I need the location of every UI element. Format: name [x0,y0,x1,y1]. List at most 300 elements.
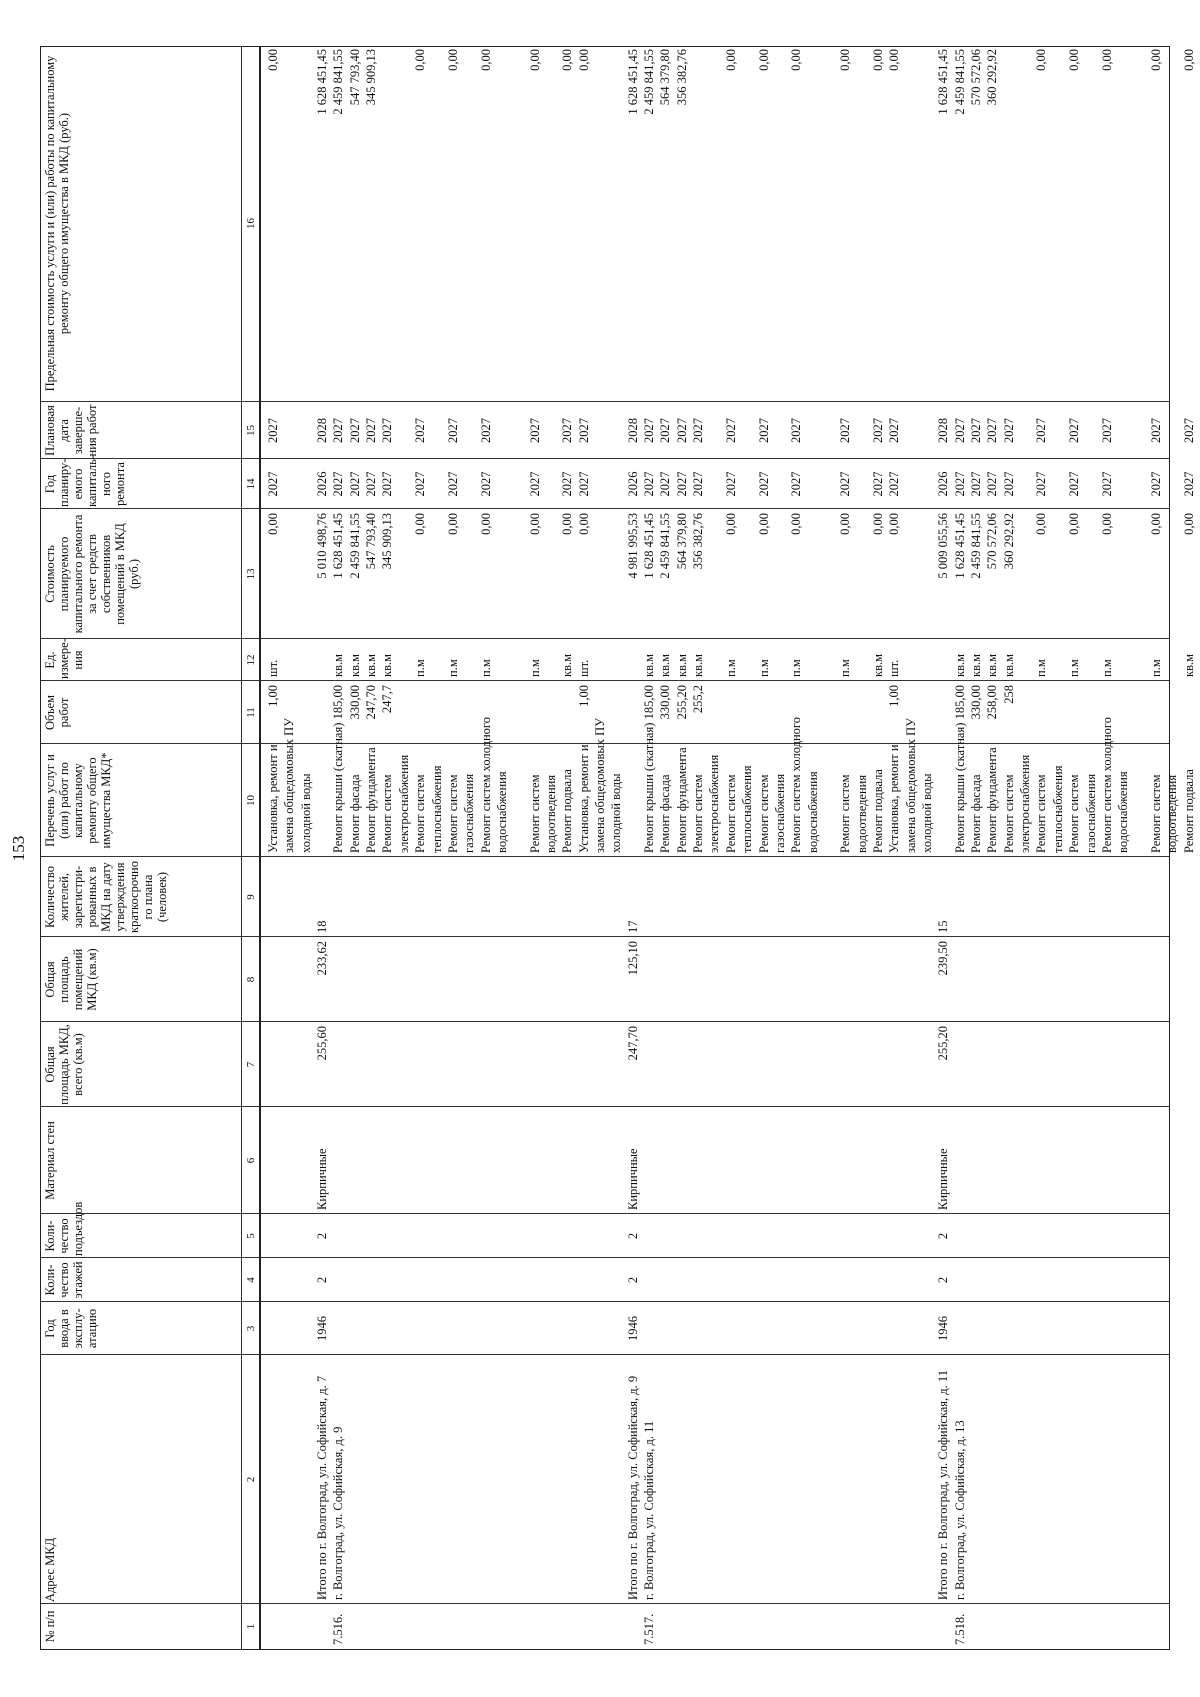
table-cell-col-13: 345 909,13 [380,513,395,570]
table-row [657,47,673,1649]
table-row [527,47,543,1649]
table-row [674,47,690,1649]
table-cell-col-12: кв.м [380,653,395,677]
table-cell-col-15: 2027 [1148,418,1163,443]
table-cell-col-15: 2027 [985,418,1000,443]
table-row [494,47,510,1649]
header-divider [241,47,242,1649]
table-cell-col-14: 2027 [952,471,967,497]
table-cell-col-5: 2 [625,1232,640,1240]
table-cell-col-13: 2 459 841,55 [969,513,984,579]
table-cell-col-16: 0,00 [576,49,591,71]
table-row [510,47,526,1649]
table-cell-col-7: 255,60 [315,1026,330,1061]
table-cell-col-14: 2027 [380,471,395,497]
table-cell-col-13: 570 572,06 [985,513,1000,570]
table-row [919,47,935,1649]
column-number-13: 13 [245,568,257,580]
table-cell-col-11: 1,00 [266,685,280,707]
table-cell-col-11: 258 [1001,685,1016,704]
table-cell-col-15: 2027 [1067,418,1082,443]
table-row [429,47,445,1649]
table-cell-col-10: Установка, ремонт и [576,744,591,853]
table-row [281,47,297,1649]
table-cell-col-14: 2027 [413,471,428,497]
table-cell-col-7: 255,20 [936,1026,951,1061]
table-cell-col-3: 1946 [625,1316,640,1341]
table-cell-col-10: Ремонт фундамента [674,747,689,853]
table-cell-col-12: шт. [887,659,902,677]
table-cell-col-14: 2027 [364,471,379,497]
table-cell-col-14: 2027 [478,471,493,497]
column-header-13: Стоимость планируемого капитального ремонта за счет средств собственников помещений в МКД (руб.) [43,514,141,634]
table-row [1164,47,1180,1649]
table-cell-col-13: 564 379,80 [674,513,689,570]
table-cell-col-11: 247,70 [364,685,379,720]
table-row [396,47,412,1649]
table-cell-col-13: 0,00 [1034,513,1049,535]
table-cell-col-10: замена общедомовых ПУ [593,717,607,853]
table-row [952,47,968,1649]
table-cell-col-14: 2027 [658,471,673,497]
table-cell-col-10: Ремонт фасада [658,774,673,853]
column-header-15: Плановая дата заверше-ния работ [43,404,99,457]
table-cell-col-12: шт. [266,659,280,677]
table-cell-col-10: водоотведения [854,774,869,853]
column-header-5: Коли-чество подъездов [43,1201,85,1256]
table-cell-col-15: 2027 [380,418,395,443]
table-cell-col-15: 2027 [723,418,738,443]
table-cell-col-15: 2027 [674,418,689,443]
table-row [1115,47,1131,1649]
table-cell-col-10: газоснабжения [1083,773,1098,853]
table-row [788,47,804,1649]
table-cell-col-15: 2027 [347,418,362,443]
table-cell-col-14: 2027 [1034,471,1049,497]
table-cell-col-13: 5 010 498,76 [315,513,330,579]
table-cell-col-15: 2027 [969,418,984,443]
table-cell-col-16: 0,00 [1067,49,1082,71]
table-cell-col-14: 2026 [936,471,951,497]
table-cell-col-12: п.м [527,659,542,677]
table-cell-col-16: 0,00 [1148,49,1163,71]
column-header-2: Адрес МКД [43,1537,57,1602]
table-cell-col-12: п.м [723,659,738,677]
table-cell-col-15: 2027 [413,418,428,443]
table-cell-col-10: Ремонт фундамента [364,747,379,853]
column-header-12: Ед. измере-ния [43,638,85,679]
table-cell-col-12: п.м [1067,659,1082,677]
table-cell-col-14: 2027 [347,471,362,497]
table-cell-col-10: Ремонт крыши (скатная) [952,722,967,853]
table-cell-col-15: 2028 [315,418,330,443]
table-row [330,47,346,1649]
table-cell-col-10: теплоснабжения [740,765,755,853]
table-cell-col-11: 258,00 [985,685,1000,720]
table-row [756,47,772,1649]
table-cell-col-10: Ремонт систем [838,774,853,853]
table-cell-col-12: п.м [838,659,853,677]
column-header-11: Объем работ [43,695,71,730]
table-cell-col-16: 0,00 [887,49,902,71]
table-row [739,47,755,1649]
table-cell-col-9: 15 [936,920,951,933]
table-row [576,47,592,1649]
column-header-16: Предельная стоимость услуги и (или) работы по капитальному ремонту общего имущества в МКД (руб.) [43,55,71,392]
table-cell-col-10: замена общедомовых ПУ [903,717,918,853]
column-number-4: 4 [245,1277,257,1283]
table-cell-col-10: электроснабжения [707,754,722,853]
table-row [559,47,575,1649]
table-cell-col-8: 239,50 [936,941,951,976]
table-cell-col-2: Итого по г. Волгоград, ул. Софийская, д. 11 [936,1370,951,1600]
table-cell-col-15: 2027 [756,418,771,443]
table-cell-col-10: Ремонт крыши (скатная) [331,722,346,853]
table-cell-col-12: п.м [756,659,771,677]
table-cell-col-13: 0,00 [756,513,771,535]
table-row [1148,47,1164,1649]
table-cell-col-12: кв.м [658,653,673,677]
table-cell-col-11: 185,00 [642,685,657,720]
table-cell-col-14: 2027 [723,471,738,497]
table-cell-col-11: 247,7 [380,685,395,714]
table-cell-col-9: 18 [315,920,330,933]
table-cell-col-15: 2027 [478,418,493,443]
column-header-4: Коли-чество этажей [43,1261,85,1299]
table-cell-col-8: 233,62 [315,941,330,976]
table-cell-col-16: 0,00 [445,49,460,71]
table-cell-col-6: Кирпичные [625,1148,640,1210]
table-cell-col-10: Ремонт подвала [1181,769,1196,853]
table-cell-col-10: водоснабжения [805,771,820,853]
table-cell-col-15: 2027 [691,418,706,443]
table-cell-col-14: 2027 [331,471,346,497]
table-cell-col-16: 0,00 [870,49,885,71]
table-row [445,47,461,1649]
table-cell-col-10: теплоснабжения [1050,765,1065,853]
table-row [298,47,314,1649]
table-cell-col-11: 330,00 [347,685,362,720]
table-row [935,47,951,1649]
table-cell-col-16: 0,00 [1181,49,1196,71]
table-cell-col-12: кв.м [952,653,967,677]
table-cell-col-15: 2027 [1099,418,1114,443]
table-cell-col-11: 1,00 [887,685,902,707]
table-cell-col-10: Ремонт фасада [969,774,984,853]
table-cell-col-14: 2027 [870,471,885,497]
table-cell-col-6: Кирпичные [936,1148,951,1210]
table-cell-col-2: г. Волгоград, ул. Софийская, д. 9 [331,1426,346,1600]
column-number-11: 11 [245,707,257,718]
table-cell-col-12: кв.м [985,653,1000,677]
table-cell-col-16: 0,00 [527,49,542,71]
table-cell-col-11: 255,20 [674,685,689,720]
table-cell-col-13: 360 292,92 [1001,513,1016,570]
table-cell-col-13: 0,00 [789,513,804,535]
column-number-divider [259,47,261,1649]
table-cell-col-15: 2028 [936,418,951,443]
table-cell-col-14: 2027 [445,471,460,497]
table-cell-col-16: 1 628 451,45 [936,49,951,115]
table-cell-col-15: 2027 [576,418,591,443]
table-cell-col-16: 356 382,76 [674,49,689,106]
table-cell-col-15: 2027 [364,418,379,443]
table-row [984,47,1000,1649]
table-cell-col-10: водоотведения [543,774,558,853]
table-cell-col-14: 2026 [315,471,330,497]
table-cell-col-10: замена общедомовых ПУ [282,717,297,853]
column-number-2: 2 [245,1476,257,1483]
table-cell-col-12: шт. [576,659,591,677]
table-row [706,47,722,1649]
table-cell-col-12: кв.м [560,653,575,677]
table-cell-col-13: 0,00 [560,513,575,535]
table-row [265,47,281,1649]
column-number-1: 1 [245,1623,257,1630]
table-cell-col-16: 0,00 [560,49,575,71]
table-cell-col-13: 1 628 451,45 [642,513,657,579]
table-cell-col-14: 2027 [756,471,771,497]
table-cell-col-14: 2027 [560,471,575,497]
table-cell-col-15: 2027 [1034,418,1049,443]
table-cell-col-14: 2027 [266,471,280,497]
table-cell-col-16: 570 572,06 [969,49,984,106]
table-cell-col-12: кв.м [1181,653,1196,677]
table-row [903,47,919,1649]
table-cell-col-15: 2027 [838,418,853,443]
table-cell-col-16: 1 628 451,45 [625,49,640,115]
table-cell-col-13: 5 009 055,56 [936,513,951,579]
table-cell-col-1: 7.518. [952,1613,967,1645]
table-cell-col-14: 2027 [1001,471,1016,497]
table-cell-col-10: Ремонт систем [1148,774,1163,853]
table-cell-col-13: 0,00 [1099,513,1114,535]
table-cell-col-14: 2027 [985,471,1000,497]
column-number-12: 12 [245,654,257,666]
table-cell-col-16: 0,00 [413,49,428,71]
table-cell-col-2: Итого по г. Волгоград, ул. Софийская, д. 7 [315,1375,330,1600]
column-header-9: Количество жителей, зарегистри-рованных в МКД на дату утверждения краткосрочно го плана (человек) [43,861,169,933]
table-cell-col-10: Ремонт систем [1001,774,1016,853]
table-cell-col-11: 330,00 [969,685,984,720]
table-cell-col-15: 2027 [1181,418,1196,443]
table-cell-col-16: 360 292,92 [985,49,1000,106]
column-header-3: Год ввода в эксплу-атацию [43,1308,99,1349]
table-row [1050,47,1066,1649]
table-cell-col-15: 2027 [527,418,542,443]
table-cell-col-13: 0,00 [445,513,460,535]
table-cell-col-10: Установка, ремонт и [266,744,280,853]
table-cell-col-10: Ремонт подвала [870,769,885,853]
table-row [379,47,395,1649]
table-cell-col-4: 2 [625,1276,640,1284]
table-cell-col-13: 356 382,76 [691,513,706,570]
table-cell-col-11: 255,2 [691,685,706,714]
table-cell-col-12: кв.м [691,653,706,677]
table-row [363,47,379,1649]
table-cell-col-10: Ремонт крыши (скатная) [642,722,657,853]
table-cell-col-16: 564 379,80 [658,49,673,106]
table-cell-col-10: электроснабжения [1018,754,1033,853]
table-cell-col-15: 2027 [642,418,657,443]
table-cell-col-16: 0,00 [1034,49,1049,71]
table-row [412,47,428,1649]
table-cell-col-12: п.м [478,659,493,677]
table-cell-col-13: 0,00 [1181,513,1196,535]
table-cell-col-15: 2027 [560,418,575,443]
table-cell-col-15: 2027 [331,418,346,443]
table-cell-col-13: 0,00 [576,513,591,535]
table-cell-col-7: 247,70 [625,1026,640,1061]
table-cell-col-14: 2027 [674,471,689,497]
table-cell-col-15: 2028 [625,418,640,443]
table-cell-col-12: кв.м [642,653,657,677]
table-row [1181,47,1197,1649]
table-cell-col-11: 330,00 [658,685,673,720]
table-cell-col-10: Ремонт систем [1067,774,1082,853]
table-row [1132,47,1148,1649]
table-cell-col-6: Кирпичные [315,1148,330,1210]
table-cell-col-15: 2027 [1001,418,1016,443]
table-cell-col-13: 0,00 [1067,513,1082,535]
table-cell-col-10: холодной воды [920,773,934,853]
table-cell-col-13: 1 628 451,45 [952,513,967,579]
table-cell-col-1: 7.517. [642,1613,657,1645]
column-header-14: Год планиру-емого капиталь-ного ремонта [43,454,127,507]
table-cell-col-15: 2027 [266,418,280,443]
table-cell-col-14: 2027 [1067,471,1082,497]
table-cell-col-10: Ремонт систем [691,774,706,853]
table-cell-col-11: 185,00 [331,685,346,720]
column-number-6: 6 [245,1157,257,1164]
table-cell-col-16: 2 459 841,55 [331,49,346,115]
table-row [1099,47,1115,1649]
table-row [1083,47,1099,1649]
table-cell-col-10: Ремонт систем холодного [478,717,493,853]
table-cell-col-2: г. Волгоград, ул. Софийская, д. 11 [642,1420,657,1600]
table-cell-col-10: холодной воды [298,773,313,853]
table-cell-col-11: 185,00 [952,685,967,720]
table-cell-col-16: 0,00 [756,49,771,71]
table-cell-col-13: 0,00 [887,513,902,535]
table-cell-col-10: холодной воды [609,773,624,853]
column-number-5: 5 [245,1233,257,1239]
table-row [821,47,837,1649]
table-cell-col-16: 0,00 [723,49,738,71]
table-cell-col-14: 2027 [1099,471,1114,497]
table-cell-col-8: 125,10 [625,941,640,976]
table-cell-col-10: Ремонт систем холодного [789,717,804,853]
table-cell-col-2: Итого по г. Волгоград, ул. Софийская, д. 9 [625,1375,640,1600]
table-cell-col-14: 2027 [576,471,591,497]
table-cell-col-12: кв.м [347,653,362,677]
table-cell-col-10: Ремонт систем [1034,774,1049,853]
table-cell-col-10: водоснабжения [1116,771,1131,853]
table-cell-col-13: 547 793,40 [364,513,379,570]
column-header-10: Перечень услуг и (или) работ по капитальному ремонту общего имущества МКД* [43,752,113,849]
table-cell-col-14: 2027 [642,471,657,497]
table-row [592,47,608,1649]
table-cell-col-10: Установка, ремонт и [887,744,902,853]
table-cell-col-16: 547 793,40 [347,49,362,106]
table-cell-col-12: кв.м [969,653,984,677]
table-cell-col-14: 2027 [1181,471,1196,497]
table-cell-col-10: водоотведения [1165,774,1180,853]
table-row [608,47,624,1649]
table-cell-col-13: 2 459 841,55 [658,513,673,579]
table-cell-col-12: кв.м [331,653,346,677]
table-cell-col-10: Ремонт фундамента [985,747,1000,853]
table-cell-col-12: п.м [413,659,428,677]
table-cell-col-15: 2027 [789,418,804,443]
table-cell-col-13: 0,00 [870,513,885,535]
table-row [625,47,641,1649]
table-row [641,47,657,1649]
table-cell-col-3: 1946 [936,1316,951,1341]
table-cell-col-12: кв.м [1001,653,1016,677]
table-row [1017,47,1033,1649]
table-cell-col-13: 0,00 [266,513,280,535]
table-cell-col-10: теплоснабжения [429,765,444,853]
table-cell-col-12: п.м [445,659,460,677]
table-cell-col-3: 1946 [315,1316,330,1341]
table-cell-col-10: электроснабжения [396,754,411,853]
table-cell-col-15: 2027 [658,418,673,443]
column-number-7: 7 [245,1061,257,1068]
table-cell-col-15: 2027 [445,418,460,443]
table-row [543,47,559,1649]
table-row [805,47,821,1649]
table-cell-col-10: Ремонт систем [413,774,428,853]
table-cell-col-10: газоснабжения [772,773,787,853]
table-cell-col-15: 2027 [870,418,885,443]
table-cell-col-16: 1 628 451,45 [315,49,330,115]
table-cell-col-12: кв.м [870,653,885,677]
table-cell-col-14: 2027 [691,471,706,497]
column-number-10: 10 [245,795,257,806]
table-cell-col-14: 2027 [1148,471,1163,497]
column-number-14: 14 [245,478,257,490]
column-number-9: 9 [245,894,257,900]
table-cell-col-14: 2027 [969,471,984,497]
column-number-8: 8 [245,976,257,983]
table-cell-col-13: 4 981 995,53 [625,513,640,579]
table-cell-col-10: Ремонт систем [380,774,395,853]
table-row [723,47,739,1649]
column-number-15: 15 [245,425,257,436]
table-cell-col-13: 0,00 [478,513,493,535]
column-number-16: 16 [245,218,257,229]
table-cell-col-14: 2027 [887,471,902,497]
table-cell-col-16: 345 909,13 [364,49,379,106]
table-row [837,47,853,1649]
table-cell-col-10: Ремонт систем [723,774,738,853]
table-cell-col-10: Ремонт подвала [560,769,575,853]
table-cell-col-14: 2027 [527,471,542,497]
table-row [1001,47,1017,1649]
table-row [478,47,494,1649]
table-cell-col-9: 17 [625,920,640,933]
table-cell-col-16: 0,00 [1099,49,1114,71]
column-header-1: № п/п [43,1610,57,1643]
table-cell-col-5: 2 [315,1232,330,1240]
table-cell-col-13: 0,00 [838,513,853,535]
table-cell-col-5: 2 [936,1232,951,1240]
table-cell-col-13: 0,00 [723,513,738,535]
table-cell-col-15: 2027 [887,418,902,443]
table-cell-col-16: 2 459 841,55 [642,49,657,115]
table-cell-col-13: 2 459 841,55 [347,513,362,579]
